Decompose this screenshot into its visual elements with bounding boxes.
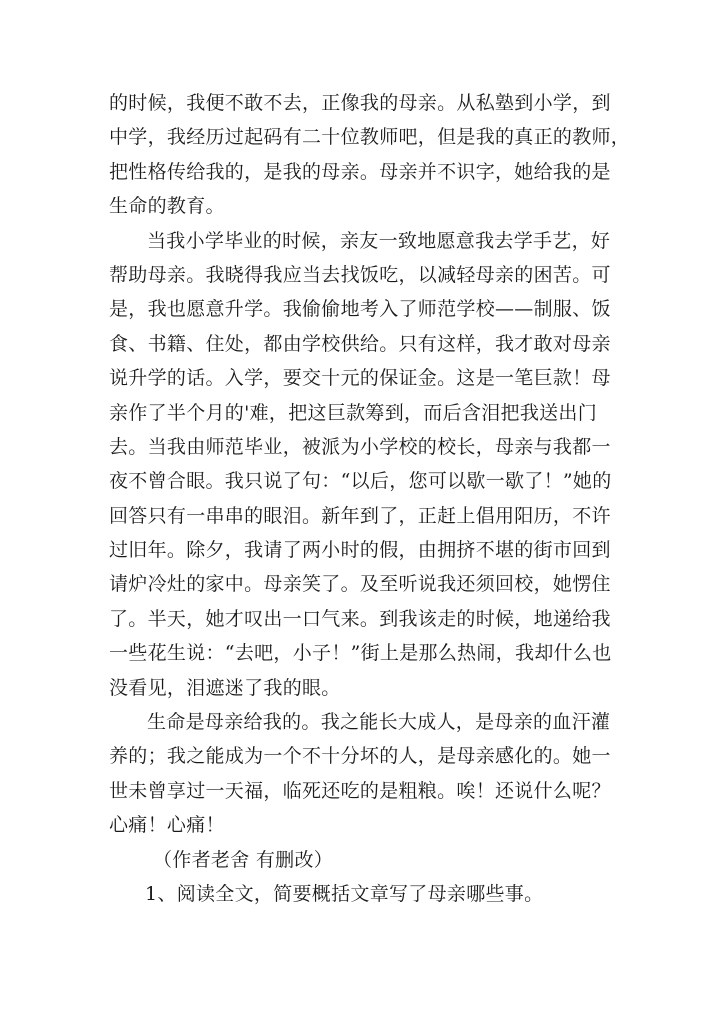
text-line: 中学，我经历过起码有二十位教师吧，但是我的真正的教师， xyxy=(109,126,631,149)
document-page xyxy=(109,86,629,911)
text-line: 世未曾享过一天福，临死还吃的是粗粮。唉！还说什么呢？ xyxy=(109,779,611,802)
text-line: 回答只有一串串的眼泪。新年到了，正赶上倡用阳历，不许 xyxy=(109,504,611,527)
text-line: 食、书籍、住处，都由学校供给。只有这样，我才敢对母亲 xyxy=(109,332,611,355)
text-line: 了。半天，她才叹出一口气来。到我该走的时候，地递给我 xyxy=(109,607,611,630)
text-line: 是，我也愿意升学。我偷偷地考入了师范学校——制服、饭 xyxy=(109,298,611,321)
text-line: 亲作了半个月的'难，把这巨款筹到，而后含泪把我送出门 xyxy=(109,401,598,424)
text-line: 生命的教育。 xyxy=(109,195,225,218)
paragraph-start-line: 当我小学毕业的时候，亲友一致地愿意我去学手艺，好 xyxy=(147,229,611,252)
text-line: 的时候，我便不敢不去，正像我的母亲。从私塾到小学，到 xyxy=(109,92,611,114)
text-line: 一些花生说：“去吧，小子！”街上是那么热闹，我却什么也 xyxy=(109,642,612,665)
text-line: 过旧年。除夕，我请了两小时的假，由拥挤不堪的街市回到 xyxy=(109,539,611,562)
text-line: 说升学的话。入学，要交十元的保证金。这是一笔巨款！母 xyxy=(109,367,611,390)
author-note: （作者老舍 有删改） xyxy=(153,848,334,871)
text-line: 没看见，泪遮迷了我的眼。 xyxy=(109,676,341,699)
text-line: 把性格传给我的，是我的母亲。母亲并不识字，她给我的是 xyxy=(109,160,611,183)
paragraph-start-line: 生命是母亲给我的。我之能长大成人，是母亲的血汗灌 xyxy=(147,711,611,734)
text-line: 夜不曾合眼。我只说了句：“以后，您可以歇一歇了！”她的 xyxy=(109,470,612,493)
text-line: 帮助母亲。我晓得我应当去找饭吃，以减轻母亲的困苦。可 xyxy=(109,263,611,286)
text-line: 养的；我之能成为一个不十分坏的人，是母亲感化的。她一 xyxy=(109,745,611,768)
question-1: 1、阅读全文，简要概括文章写了母亲哪些事。 xyxy=(145,882,544,905)
text-line: 请炉冷灶的家中。母亲笑了。及至听说我还须回校，她愣住 xyxy=(109,573,611,596)
text-line: 去。当我由师范毕业，被派为小学校的校长，母亲与我都一 xyxy=(109,435,611,458)
text-line: 心痛！心痛！ xyxy=(109,814,225,837)
